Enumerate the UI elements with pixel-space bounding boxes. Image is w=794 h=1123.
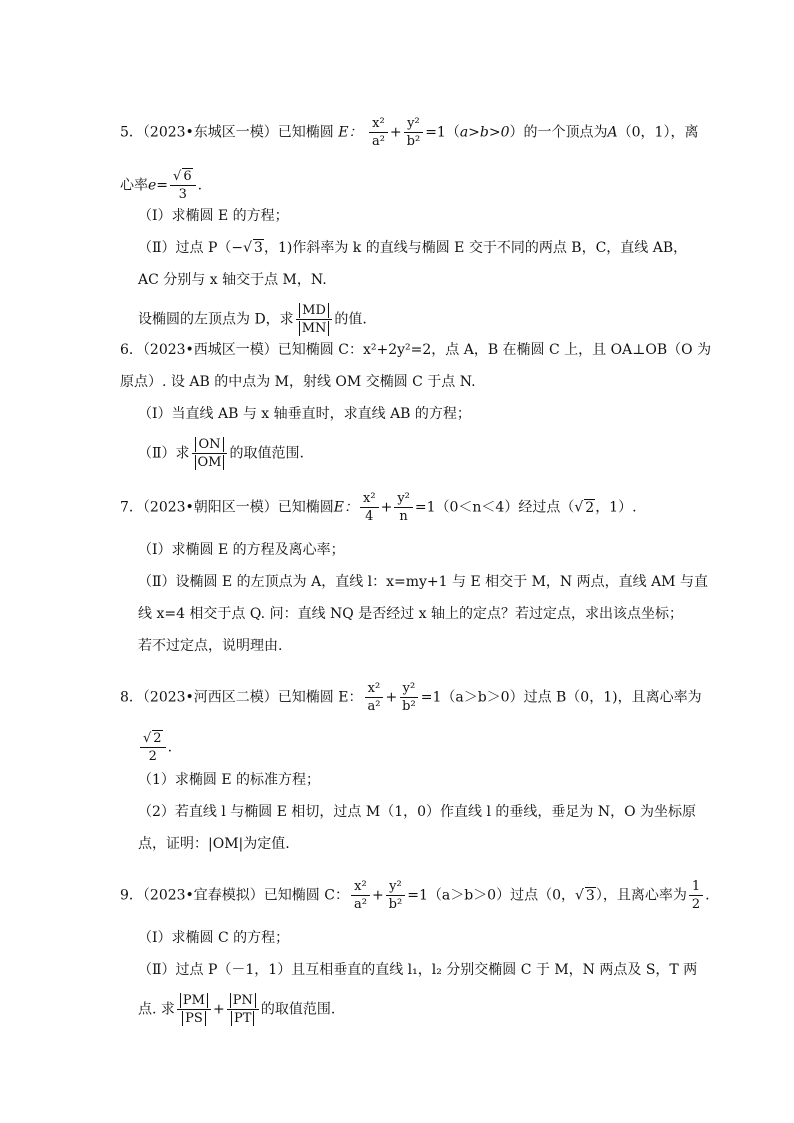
problem-5-part-3: 设椭圆的左顶点为 D，求 $\frac{MD}{MN}$ 的值. [138, 303, 367, 336]
fraction-x2-4: $\frac{\text{x²}}{4}$ [360, 490, 379, 525]
fraction-MD-MN: $\frac{MD}{MN}$ [296, 302, 333, 337]
fraction-x2-a2: $\frac{\text{x²}}{\text{a²}}$ [369, 115, 388, 150]
problem-5-text: （0，1），离 [617, 124, 699, 141]
problem-5-part-2-cont: AC 分别与 x 轴交于点 M，N. [138, 272, 327, 288]
fraction-PN-PT: $\frac{PN}{PT}$ [227, 992, 259, 1027]
problem-7-line-1: 7．（2023•朝阳区一模）已知椭圆E： $\frac{\text{x²}}{4}$ + $\frac{\text{y²}}{n}$ =1（0＜n＜4）经过点（√ 2，1）. [120, 491, 637, 524]
fraction-y2-b2: $\frac{\text{y²}}{\text{b²}}$ [386, 878, 406, 913]
math-E: E： [338, 124, 363, 141]
problem-7-part-1: （Ⅰ）求椭圆 E 的方程及离心率； [138, 542, 345, 558]
problem-5-text: =1（ [425, 124, 460, 141]
problem-5-part-1: （Ⅰ）求椭圆 E 的方程； [138, 208, 289, 224]
fraction-y2-n: $\frac{\text{y²}}{n}$ [394, 490, 413, 525]
problem-9-part-1: （Ⅰ）求椭圆 C 的方程； [138, 930, 290, 946]
problem-8-line-2: $\frac{√ 2}{2}$ . [138, 730, 172, 765]
problem-5-line-2: 心率e= $\frac{√ 6}{3}$ . [120, 169, 203, 202]
problem-6-line-2: 原点）. 设 AB 的中点为 M，射线 OM 交椭圆 C 于点 N. [120, 374, 476, 390]
fraction-ON-OM: $\frac{ON}{OM}$ [192, 436, 228, 471]
problem-6-part-2: （Ⅱ）求 $\frac{ON}{OM}$ 的取值范围. [138, 437, 304, 470]
fraction-y2-b2: $\frac{\text{y²}}{\text{b²}}$ [404, 115, 424, 150]
problem-7-part-2-end: 若不过定点，说明理由. [138, 638, 283, 654]
fraction-x2-a2: $\frac{\text{x²}}{\text{a²}}$ [364, 680, 383, 715]
problem-6-line-1: 6．（2023•西城区一模）已知椭圆 C：x²+2y²=2，点 A，B 在椭圆 C 上，且 OA⊥OB（O 为 [120, 342, 712, 358]
problem-7-part-2-cont: 线 x=4 相交于点 Q. 问：直线 NQ 是否经过 x 轴上的定点？若过定点，求出该点坐标； [138, 606, 683, 622]
problem-5-part-2: （Ⅱ）过点 P（−√ 3，1)作斜率为 k 的直线与椭圆 E 交于不同的两点 B，C，直线 AB， [138, 240, 688, 256]
problem-7-part-2: （Ⅱ）设椭圆 E 的左顶点为 A，直线 l：x=my+1 与 E 相交于 M，N 两点，直线 AM 与直 [138, 574, 708, 590]
problem-5-text: 心率 [120, 177, 148, 194]
fraction-sqrt2-2: $\frac{√ 2}{2}$ [140, 730, 166, 765]
math-e: e= [148, 177, 169, 194]
fraction-1-2: $\frac{1}{2}$ [689, 878, 703, 913]
fraction-y2-b2: $\frac{\text{y²}}{\text{b²}}$ [399, 680, 419, 715]
problem-9-part-2: （Ⅱ）过点 P（－1，1）且互相垂直的直线 l₁，l₂ 分别交椭圆 C 于 M，N 两点及 S，T 两 [138, 962, 698, 978]
problem-9-line-1: 9．（2023•宜春模拟）已知椭圆 C： $\frac{\text{x²}}{\text{a²}}$ + $\frac{\text{y²}}{\text{b²}}$ =1（a＞b＞0）过点（0，√ 3），且离心率为 $\frac{1}{2}$ . [120, 879, 710, 912]
problem-8-part-2: （2）若直线 l 与椭圆 E 相切，过点 M（1，0）作直线 l 的垂线，垂足为 N，O 为坐标原 [138, 804, 697, 820]
fraction-x2-a2: $\frac{\text{x²}}{\text{a²}}$ [351, 878, 370, 913]
problem-8-part-1: （1）求椭圆 E 的标准方程； [138, 772, 321, 788]
problem-5-text: ）的一个顶点为 [509, 124, 608, 141]
problem-6-part-1: （Ⅰ）当直线 AB 与 x 轴垂直时，求直线 AB 的方程； [138, 406, 471, 422]
math-A: A [607, 124, 618, 141]
problem-8-part-2-cont: 点，证明：|OM|为定值. [138, 836, 290, 852]
fraction-sqrt6-3: $\frac{√ 6}{3}$ [170, 168, 196, 203]
problem-8-line-1: 8．（2023•河西区二模）已知椭圆 E： $\frac{\text{x²}}{\text{a²}}$ + $\frac{\text{y²}}{\text{b²}}$ =1（a＞b＞0）过点 B（0，1)，且离心率为 [120, 681, 702, 714]
math-inequality: a>b>0 [459, 124, 510, 141]
problem-9-part-2-cont: 点. 求 $\frac{PM}{PS}$ + $\frac{PN}{PT}$ 的取值范围. [138, 993, 336, 1026]
problem-5-line-1: 5．（2023•东城区一模）已知椭圆 E： $\frac{\text{x²}}{\text{a²}}$ + $\frac{\text{y²}}{\text{b²}}$ =1（a>b>0）的一个顶点为A（0，1），离 [120, 116, 699, 149]
fraction-PM-PS: $\frac{PM}{PS}$ [177, 992, 211, 1027]
problem-5-text: 5．（2023•东城区一模）已知椭圆 [120, 124, 334, 141]
